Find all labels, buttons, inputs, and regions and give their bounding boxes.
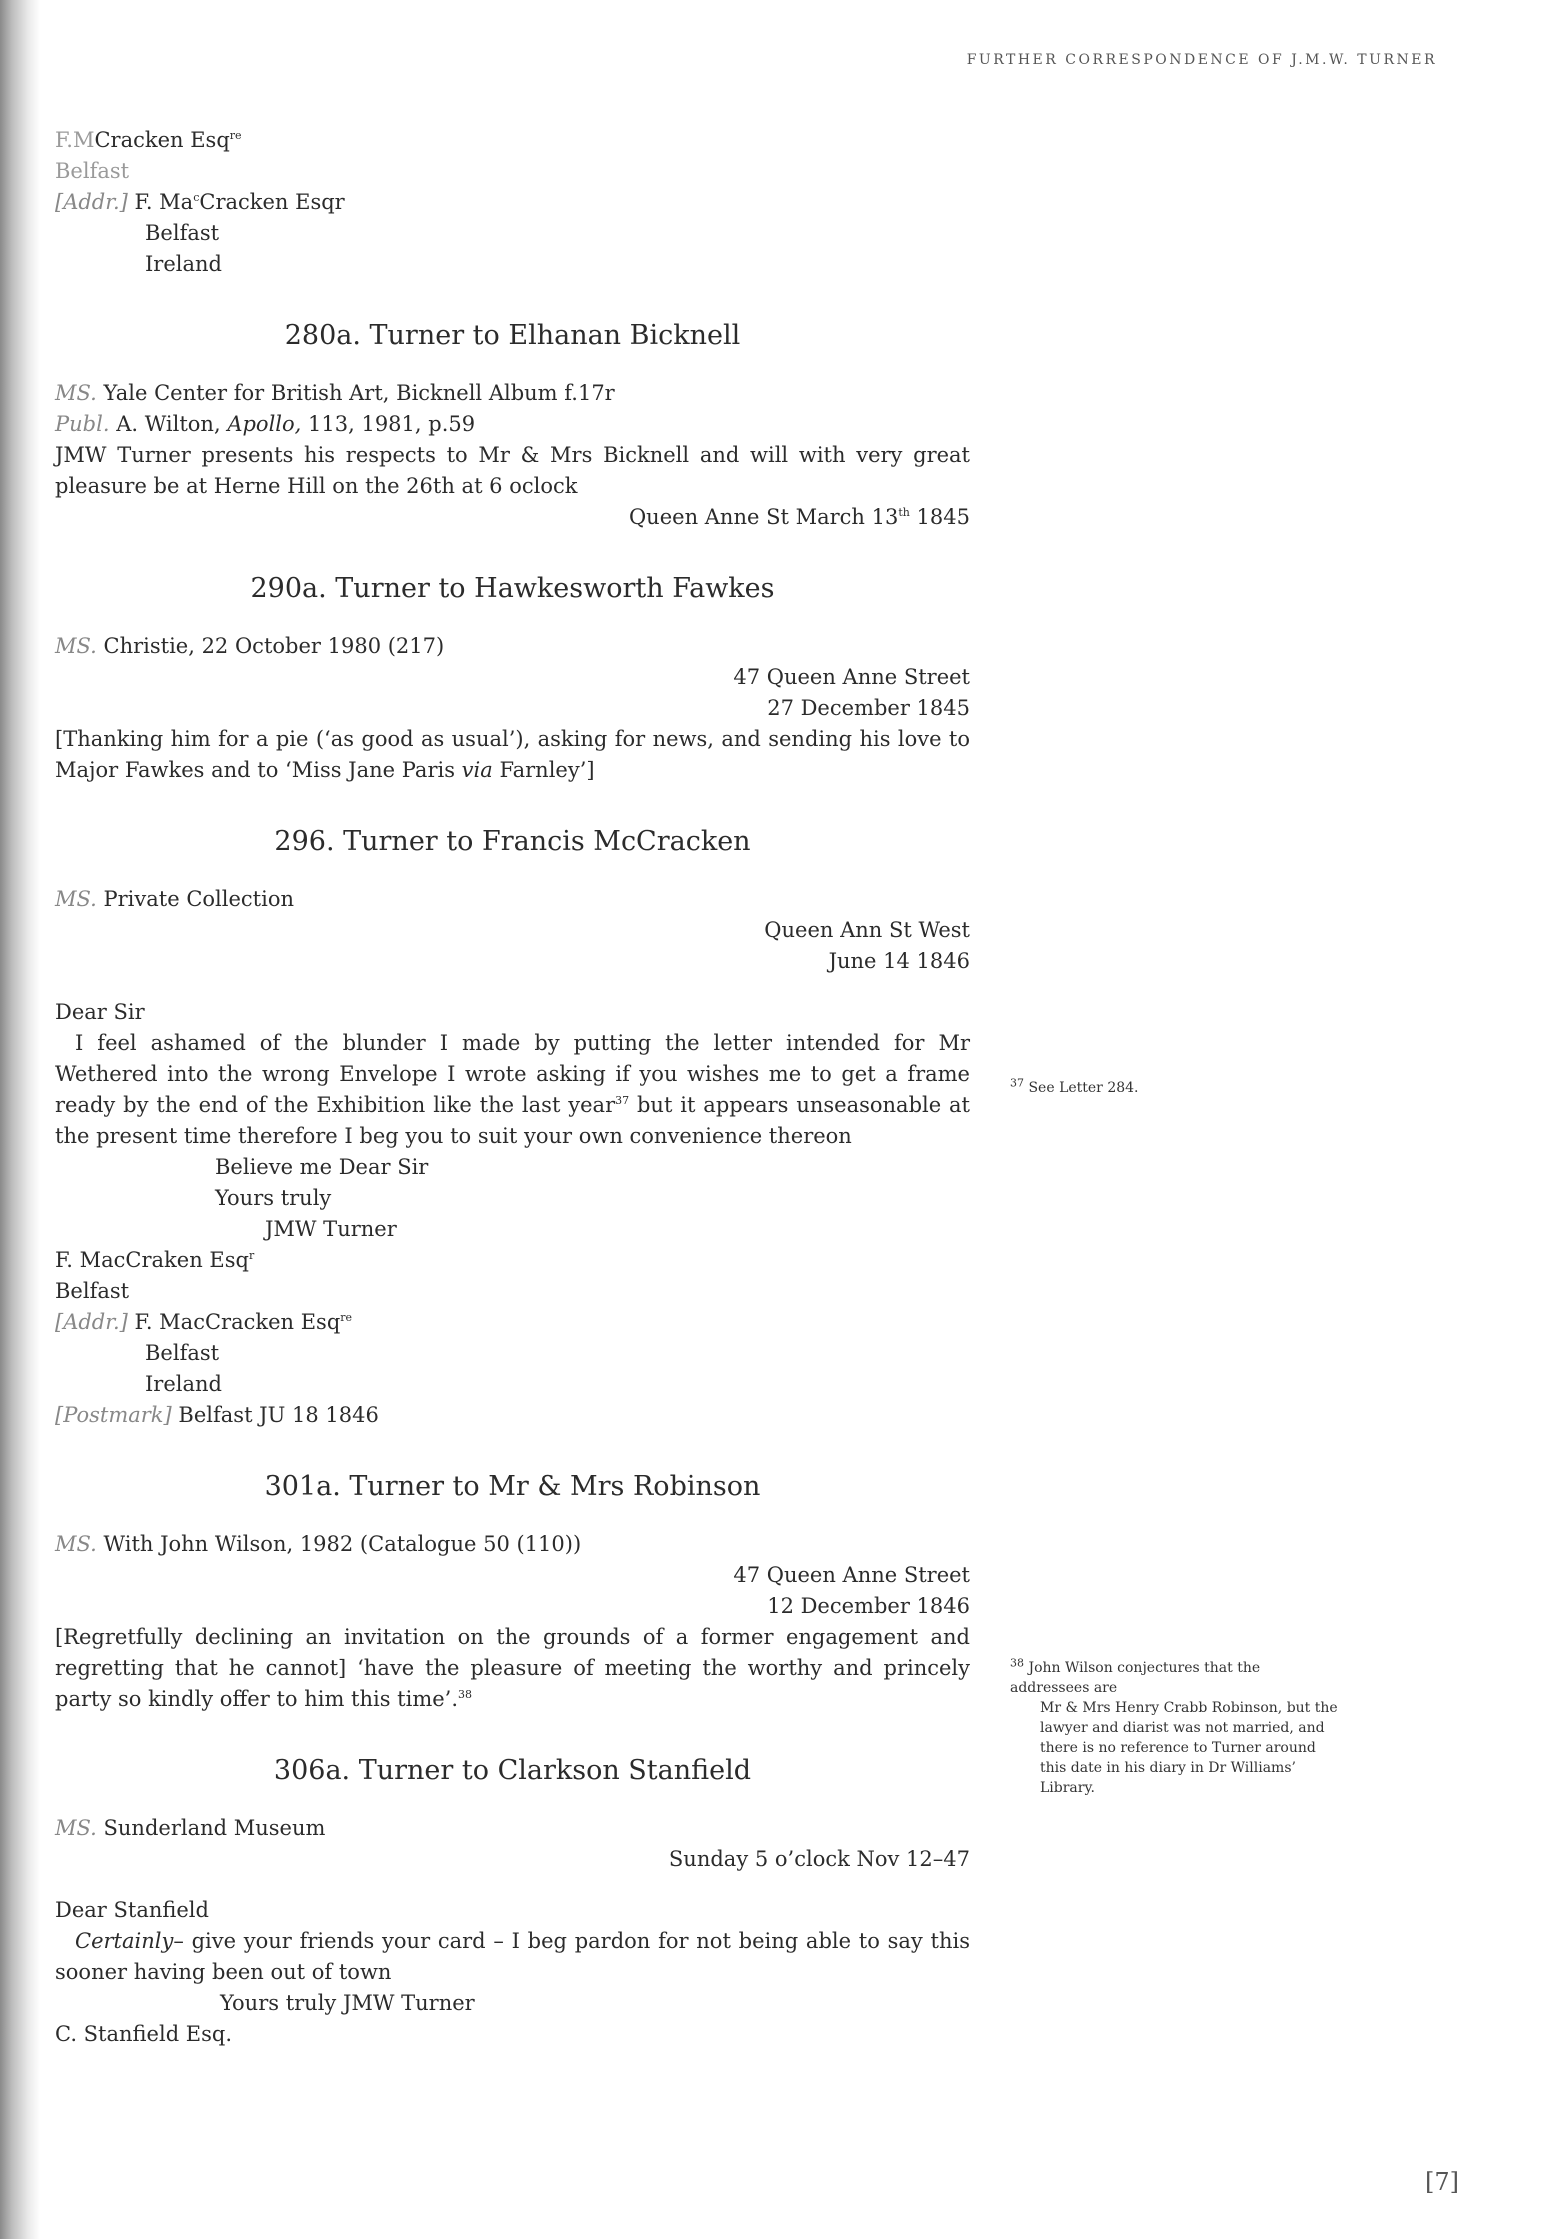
- running-head: FURTHER CORRESPONDENCE OF J.M.W. TURNER: [966, 52, 1437, 68]
- letter-summary-end: Farnley’]: [499, 758, 595, 782]
- letter-date: June 14 1846: [828, 949, 970, 973]
- ms-source: Sunderland Museum: [103, 1816, 326, 1840]
- dateline-sup: th: [898, 506, 910, 519]
- top-block: [55, 125, 970, 280]
- postmark-label: [Postmark]: [55, 1403, 172, 1427]
- top-recipient: Cracken Esq: [94, 128, 230, 152]
- ms-label: MS.: [55, 1816, 97, 1840]
- closing-1: Believe me Dear Sir: [215, 1155, 429, 1179]
- recipient-sup: r: [248, 1249, 255, 1262]
- letter-body-emphasis: Certainly: [75, 1929, 174, 1953]
- dateline: Queen Anne St March 13: [628, 505, 899, 529]
- ms-source: With John Wilson, 1982 (Catalogue 50 (110)): [103, 1532, 582, 1556]
- letter-296: [55, 824, 970, 1431]
- footnote-text: John Wilson conjectures that the addressees are: [1010, 1660, 1261, 1696]
- top-addr-name: F. Ma: [134, 190, 194, 214]
- addr-label: [Addr.]: [55, 1310, 128, 1334]
- dateline-year: 1845: [916, 505, 970, 529]
- salutation: Dear Stanfield: [55, 1898, 209, 1922]
- top-addr-sup: c: [193, 191, 200, 204]
- dateline: Sunday 5 o’clock Nov 12–47: [668, 1847, 970, 1871]
- addr-sup: re: [340, 1311, 353, 1324]
- footnote-number: 37: [1010, 1076, 1024, 1090]
- recipient: F. MacCraken Esq: [55, 1248, 249, 1272]
- footnote-ref-38: 38: [458, 1688, 473, 1701]
- top-recipient-sup: re: [229, 129, 242, 142]
- ms-source: Yale Center for British Art, Bicknell Album f.17r: [103, 381, 615, 405]
- ms-label: MS.: [55, 1532, 97, 1556]
- ms-source: Private Collection: [103, 887, 294, 911]
- letter-heading: 301a. Turner to Mr & Mrs Robinson: [264, 1471, 761, 1502]
- letter-heading: 280a. Turner to Elhanan Bicknell: [284, 320, 741, 351]
- letter-summary: [Thanking him for a pie (‘as good as usual’), asking for news, and sending his love to Major Fawkes and to ‘Miss Jane Paris: [55, 727, 970, 782]
- letter-heading: 306a. Turner to Clarkson Stanfield: [273, 1755, 752, 1786]
- summary-via: via: [461, 758, 493, 782]
- footnote-text: See Letter 284.: [1028, 1080, 1139, 1096]
- top-addr-name-b: Cracken Esqr: [199, 190, 345, 214]
- letter-address: Queen Ann St West: [764, 918, 970, 942]
- footnote-text-cont: Mr & Mrs Henry Crabb Robinson, but the lawyer and diarist was not married, and there is no reference to Turner around this date in his diary in Dr Williams’ Library.: [1040, 1700, 1338, 1796]
- letter-heading: 290a. Turner to Hawkesworth Fawkes: [250, 573, 775, 604]
- letter-summary: [Regretfully declining an invitation on the grounds of a former engagement and regretting that he cannot] ‘have the pleasure of meeting the worthy and princely party so kindly offer to him this time’.: [55, 1625, 970, 1711]
- ms-source: Christie, 22 October 1980 (217): [103, 634, 445, 658]
- footnote-38: [1010, 1658, 1340, 1798]
- footnote-number: 38: [1010, 1656, 1024, 1670]
- top-addr-country: Ireland: [145, 252, 222, 276]
- salutation: Dear Sir: [55, 1000, 145, 1024]
- publ-author: A. Wilton,: [116, 412, 221, 436]
- letter-306a: [55, 1753, 970, 2050]
- footnote-ref-37: 37: [615, 1094, 630, 1107]
- letter-date: 27 December 1845: [767, 696, 970, 720]
- recipient-city: Belfast: [55, 1279, 130, 1303]
- page-number: [7]: [1425, 2168, 1459, 2196]
- addr-name: F. MacCracken Esq: [134, 1310, 341, 1334]
- letter-date: 12 December 1846: [767, 1594, 970, 1618]
- publ-details: 113, 1981, p.59: [308, 412, 476, 436]
- letter-heading: 296. Turner to Francis McCracken: [274, 826, 751, 857]
- top-city: Belfast: [55, 159, 130, 183]
- top-addr-city: Belfast: [145, 221, 220, 245]
- page-gutter-shadow: [0, 0, 40, 2239]
- letter-280a: [55, 318, 970, 533]
- letter-address: 47 Queen Anne Street: [733, 1563, 970, 1587]
- addr-country: Ireland: [145, 1372, 222, 1396]
- postmark: Belfast JU 18 1846: [178, 1403, 379, 1427]
- letter-body: JMW Turner presents his respects to Mr & Mrs Bicknell and will with very great pleasure be at Herne Hill on the 26th at 6 oclock: [55, 443, 970, 498]
- addr-city: Belfast: [145, 1341, 220, 1365]
- closing: Yours truly JMW Turner: [220, 1991, 475, 2015]
- letter-body: I feel ashamed of the blunder I made by putting the letter intended for Mr Wethered into the wrong Envelope I wrote asking if you wishes me to get a frame ready by the end of the Exhibition like the last year: [55, 1031, 970, 1117]
- letter-301a: [55, 1469, 970, 1715]
- ms-label: MS.: [55, 887, 97, 911]
- recipient: C. Stanfield Esq.: [55, 2022, 233, 2046]
- letter-address: 47 Queen Anne Street: [733, 665, 970, 689]
- letter-290a: [55, 571, 970, 786]
- publ-journal: Apollo,: [227, 412, 302, 436]
- signature: JMW Turner: [265, 1217, 397, 1241]
- letter-body: – give your friends your card – I beg pardon for not being able to say this sooner having been out of town: [55, 1929, 970, 1984]
- top-addr-label: [Addr.]: [55, 190, 128, 214]
- ms-label: MS.: [55, 634, 97, 658]
- publ-label: Publ.: [55, 412, 110, 436]
- main-text-column: [55, 125, 970, 2050]
- footnote-37: [1010, 1078, 1139, 1098]
- top-recipient-prefix: F.M: [55, 128, 95, 152]
- ms-label: MS.: [55, 381, 97, 405]
- closing-2: Yours truly: [215, 1186, 332, 1210]
- letter-body-end: but it appears unseasonable at the present time therefore I beg you to suit your own convenience thereon: [55, 1093, 970, 1148]
